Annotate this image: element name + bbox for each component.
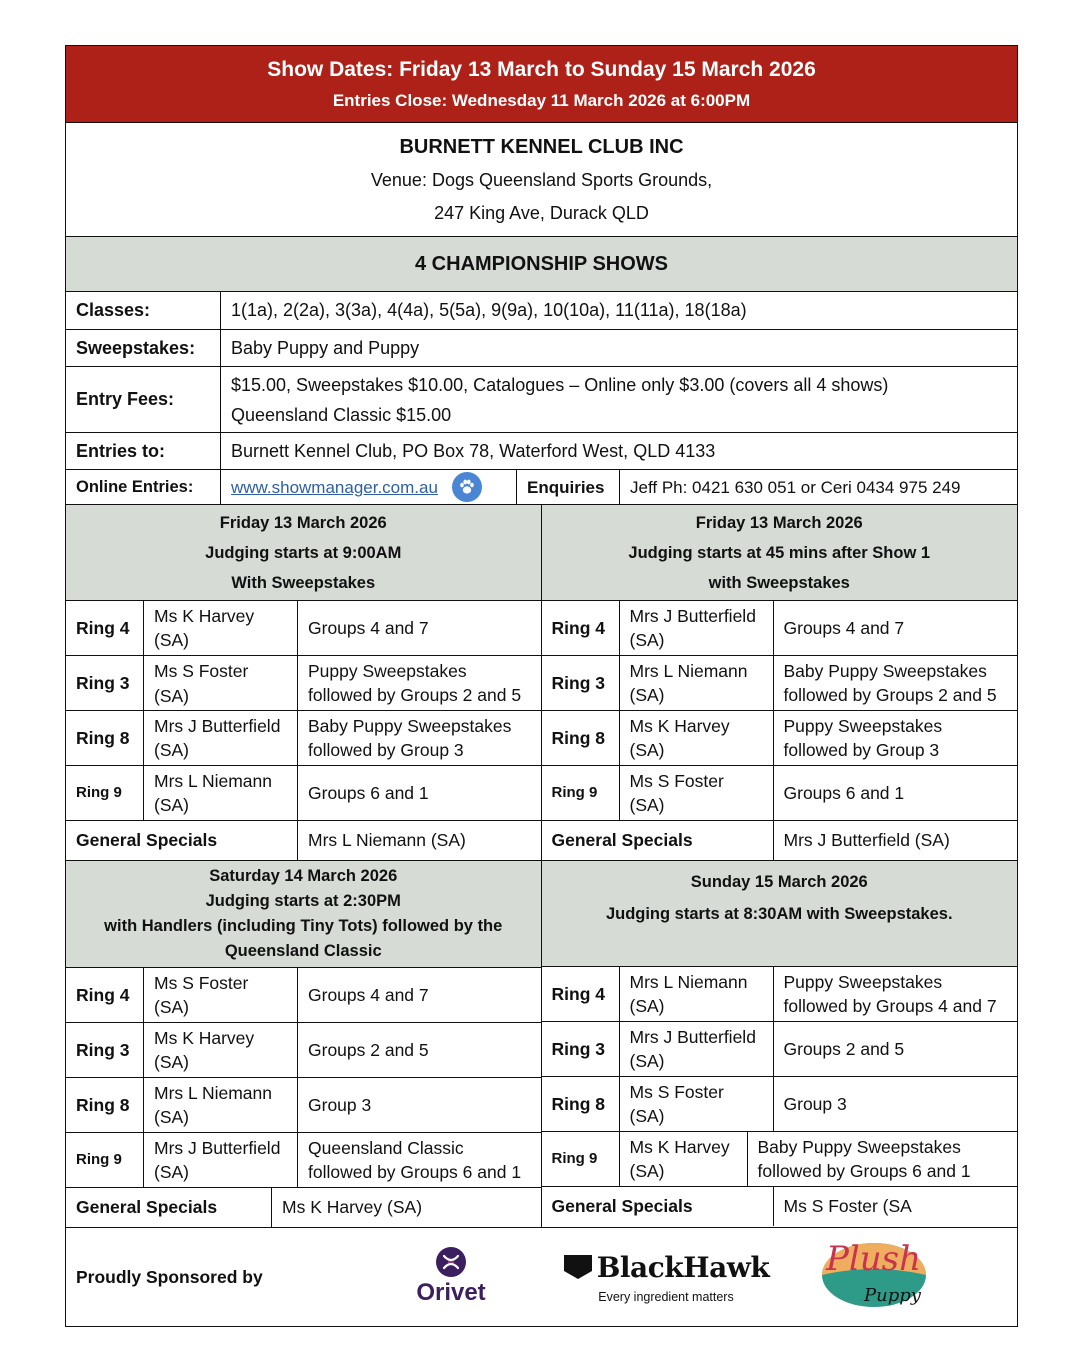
show-1 <box>66 505 542 860</box>
show-2 <box>542 505 1018 860</box>
groups: Puppy Sweepstakes followed by Group 3 <box>783 715 943 760</box>
judge: Mrs J Butterfield (SA) <box>144 711 298 765</box>
ring-row <box>66 711 541 766</box>
ring-label: Ring 3 <box>542 656 620 710</box>
judge: Ms K Harvey (SA) <box>620 1132 748 1186</box>
show-3-date: Saturday 14 March 2026 <box>209 867 398 885</box>
general-specials-row <box>66 821 541 860</box>
show-2-note: with Sweepstakes <box>708 573 850 592</box>
groups: Queensland Classic followed by Groups 6 and 1 <box>308 1137 522 1182</box>
judge: Ms S Foster (SA) <box>620 1077 774 1131</box>
ring-label: Ring 8 <box>66 711 144 765</box>
ring-row <box>542 656 1018 711</box>
enquiries-value: Jeff Ph: 0421 630 051 or Ceri 0434 975 249 <box>630 477 961 497</box>
ring-row <box>542 601 1018 656</box>
groups: Group 3 <box>308 1094 372 1115</box>
ring-label: Ring 8 <box>66 1078 144 1132</box>
ring-label: Ring 4 <box>66 601 144 655</box>
groups: Groups 4 and 7 <box>308 617 429 638</box>
show-1-heading <box>66 505 541 601</box>
classes-value: 1(1a), 2(2a), 3(3a), 4(4a), 5(5a), 9(9a), 10(10a), 11(11a), 18(18a) <box>231 300 747 320</box>
show-2-start: Judging starts at 45 mins after Show 1 <box>628 543 931 562</box>
ring-label: Ring 8 <box>542 711 620 765</box>
classes-row <box>66 292 1017 330</box>
orivet-mark-icon <box>436 1247 466 1277</box>
groups: Groups 6 and 1 <box>308 782 429 803</box>
general-specials-judge: Ms S Foster (SA <box>783 1196 912 1216</box>
ring-label: Ring 9 <box>66 766 144 820</box>
show-1-date: Friday 13 March 2026 <box>219 513 387 532</box>
ring-label: Ring 9 <box>66 1133 144 1187</box>
puppy-wordmark: Puppy <box>864 1285 921 1306</box>
groups: Puppy Sweepstakes followed by Groups 4 and 7 <box>783 971 997 1016</box>
entry-fees-value <box>221 367 1017 432</box>
ring-row <box>542 967 1018 1022</box>
general-specials-label: General Specials <box>542 1187 774 1226</box>
judge: Mrs L Niemann (SA) <box>620 967 774 1021</box>
general-specials-label: General Specials <box>542 821 774 860</box>
judge: Ms S Foster (SA) <box>620 766 774 820</box>
judge: Ms K Harvey (SA) <box>620 711 774 765</box>
blackhawk-tagline: Every ingredient matters <box>598 1289 734 1304</box>
show-3-heading <box>66 861 541 968</box>
orivet-wordmark: Orivet <box>416 1279 486 1306</box>
entries-to-value: Burnett Kennel Club, PO Box 78, Waterford West, QLD 4133 <box>231 440 716 461</box>
groups: Groups 6 and 1 <box>783 782 905 803</box>
entries-to-row <box>66 433 1017 470</box>
ring-label: Ring 3 <box>542 1022 620 1076</box>
sweepstakes-row <box>66 330 1017 367</box>
sponsors-row <box>66 1228 1017 1326</box>
online-entries-row <box>66 470 1017 505</box>
ring-row <box>542 711 1018 766</box>
groups: Groups 4 and 7 <box>783 617 905 638</box>
show-2-heading <box>542 505 1018 601</box>
ring-label: Ring 4 <box>542 967 620 1021</box>
judge: Mrs L Niemann (SA) <box>144 1078 298 1132</box>
ring-label: Ring 9 <box>542 766 620 820</box>
ring-label: Ring 8 <box>542 1077 620 1131</box>
judge: Mrs J Butterfield (SA) <box>620 1022 774 1076</box>
judge: Mrs J Butterfield (SA) <box>620 601 774 655</box>
judge: Mrs J Butterfield (SA) <box>144 1133 298 1187</box>
judge: Ms S Foster (SA) <box>144 968 298 1022</box>
groups: Groups 2 and 5 <box>783 1038 905 1059</box>
schedule-friday <box>66 505 1017 861</box>
show-3-note: with Handlers (including Tiny Tots) followed by the Queensland Classic <box>104 917 503 960</box>
ring-row <box>66 601 541 656</box>
entry-fees-row <box>66 367 1017 433</box>
ring-row <box>66 968 541 1023</box>
show-3 <box>66 861 542 1227</box>
judge: Mrs L Niemann (SA) <box>620 656 774 710</box>
ring-row <box>542 1077 1018 1132</box>
blackhawk-shield-icon <box>563 1254 593 1280</box>
groups: Baby Puppy Sweepstakes followed by Groups 6 and 1 <box>757 1136 971 1181</box>
judge: Ms S Foster (SA) <box>144 656 298 710</box>
groups: Groups 4 and 7 <box>308 984 429 1005</box>
schedule-weekend <box>66 861 1017 1228</box>
general-specials-judge: Mrs L Niemann (SA) <box>308 830 466 850</box>
general-specials-row <box>542 1187 1018 1226</box>
header-banner <box>66 46 1017 123</box>
venue-line-1: Venue: Dogs Queensland Sports Grounds, <box>370 169 713 190</box>
blackhawk-wordmark: BlackHawk <box>596 1250 770 1284</box>
entry-fees-label: Entry Fees: <box>66 367 221 432</box>
show-3-start: Judging starts at 2:30PM <box>205 892 401 910</box>
blackhawk-logo <box>546 1251 786 1304</box>
plush-wordmark: Plush <box>826 1239 921 1279</box>
show-4-start: Judging starts at 8:30AM with Sweepstakes. <box>605 905 953 923</box>
show-4-date: Sunday 15 March 2026 <box>690 873 868 891</box>
online-entries-cell <box>221 470 517 504</box>
showmanager-link[interactable]: www.showmanager.com.au <box>231 477 438 497</box>
ring-row <box>66 766 541 821</box>
ring-label: Ring 4 <box>66 968 144 1022</box>
show-1-start: Judging starts at 9:00AM <box>205 543 402 562</box>
groups: Group 3 <box>783 1093 847 1114</box>
ring-row <box>66 1133 541 1188</box>
general-specials-row <box>542 821 1018 860</box>
paw-icon <box>452 472 482 502</box>
show-4 <box>542 861 1018 1227</box>
general-specials-row <box>66 1188 541 1227</box>
judge: Ms K Harvey (SA) <box>144 1023 298 1077</box>
enquiries-label: Enquiries <box>517 470 620 504</box>
plush-puppy-logo <box>816 1237 946 1317</box>
ring-row <box>542 1022 1018 1077</box>
ring-row <box>66 1023 541 1078</box>
ring-label: Ring 9 <box>542 1132 620 1186</box>
entries-to-label: Entries to: <box>66 433 221 469</box>
general-specials-judge: Ms K Harvey (SA) <box>282 1197 423 1217</box>
general-specials-label: General Specials <box>66 1188 272 1227</box>
judge: Mrs L Niemann (SA) <box>144 766 298 820</box>
groups: Baby Puppy Sweepstakes followed by Groups 2 and 5 <box>783 660 997 705</box>
entry-fees-line-1: $15.00, Sweepstakes $10.00, Catalogues – Online only $3.00 (covers all 4 shows) <box>231 374 889 395</box>
venue-line-2: 247 King Ave, Durack QLD <box>434 202 649 223</box>
groups: Baby Puppy Sweepstakes followed by Group 3 <box>308 715 512 760</box>
ring-row <box>542 766 1018 821</box>
show-schedule-document <box>65 45 1018 1327</box>
ring-label: Ring 3 <box>66 1023 144 1077</box>
groups: Puppy Sweepstakes followed by Groups 2 and 5 <box>308 660 522 705</box>
ring-row <box>542 1132 1018 1187</box>
ring-label: Ring 4 <box>542 601 620 655</box>
general-specials-label: General Specials <box>66 821 298 860</box>
show-1-note: With Sweepstakes <box>231 573 376 592</box>
ring-row <box>66 656 541 711</box>
show-4-heading <box>542 861 1018 967</box>
online-entries-label: Online Entries: <box>66 470 221 504</box>
club-name: BURNETT KENNEL CLUB INC <box>399 135 684 158</box>
sweepstakes-value: Baby Puppy and Puppy <box>231 337 420 358</box>
groups: Groups 2 and 5 <box>308 1039 429 1060</box>
orivet-logo <box>376 1247 526 1307</box>
general-specials-judge: Mrs J Butterfield (SA) <box>783 830 950 850</box>
sponsors-label: Proudly Sponsored by <box>76 1266 263 1287</box>
classes-label: Classes: <box>66 292 221 329</box>
entries-close: Entries Close: Wednesday 11 March 2026 at 6:00PM <box>332 91 751 110</box>
show-2-date: Friday 13 March 2026 <box>695 513 863 532</box>
shows-title: 4 CHAMPIONSHIP SHOWS <box>66 237 1017 292</box>
sweepstakes-label: Sweepstakes: <box>66 330 221 366</box>
entry-fees-line-2: Queensland Classic $15.00 <box>231 404 452 425</box>
club-info <box>66 123 1017 237</box>
ring-label: Ring 3 <box>66 656 144 710</box>
judge: Ms K Harvey (SA) <box>144 601 298 655</box>
show-dates: Show Dates: Friday 13 March to Sunday 15 March 2026 <box>267 58 816 81</box>
ring-row <box>66 1078 541 1133</box>
